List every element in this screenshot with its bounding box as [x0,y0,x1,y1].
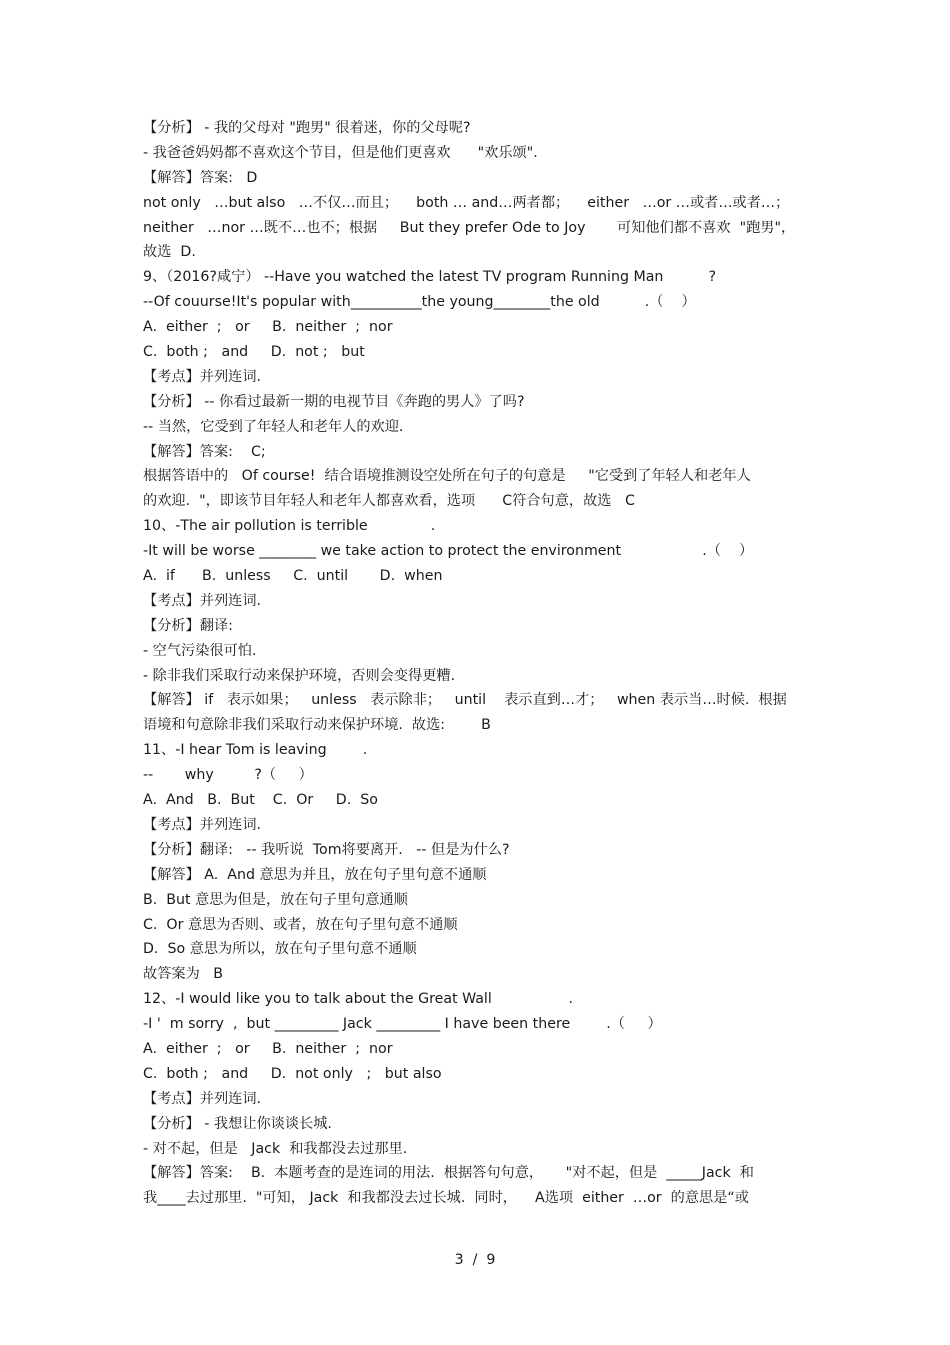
text-line: 根据答语中的 Of course! 结合语境推测设空处所在句子的句意是 "它受到了年轻人和老年人 [143,468,751,485]
text-line: 【考点】并列连词. [143,816,262,833]
text-line: C. both ; and D. not only ; but also [143,1065,442,1082]
text-line: 【解答】 A. And 意思为并且，放在句子里句意不通顺 [143,866,487,883]
text-line: 【考点】并列连词. [143,368,262,385]
text-line: D. So 意思为所以，放在句子里句意不通顺 [143,941,417,958]
text-line: - 空气污染很可怕. [143,642,257,659]
text-line: 【解答】答案: C; [143,443,266,460]
text-line: - 除非我们采取行动来保护环境，否则会变得更糟. [143,667,456,684]
text-line: 故选 D. [143,244,196,261]
text-line: 【分析】 - 我想让你谈谈长城. [143,1115,332,1132]
text-line: 10、-The air pollution is terrible . [143,518,436,535]
text-line: A. if B. unless C. until D. when [143,568,443,585]
text-line: -It will be worse ________ we take action to protect the environment .（ ） [143,543,754,560]
text-line: 我____去过那里. "可知， Jack 和我都没去过长城. 同时， A选项 either …or 的意思是“或 [143,1190,749,1207]
text-line: -- why ?（ ） [143,767,313,784]
page-content [143,116,813,1211]
text-line: 故答案为 B [143,966,224,983]
text-line: 【分析】 -- 你看过最新一期的电视节目《奔跑的男人》了吗? [143,393,525,410]
text-line: 【分析】 - 我的父母对 "跑男" 很着迷，你的父母呢? [143,120,471,136]
page-number: 3 / 9 [454,1252,496,1268]
text-line: --Of couurse!It's popular with__________the young________the old .（ ） [143,294,696,311]
text-line: not only …but also …不仅…而且； both … and…两者都； either …or …或者…或者…； [143,194,790,211]
text-line: 【解答】 if 表示如果； unless 表示除非； until 表示直到…才； when 表示当…时候. 根据 [143,692,787,709]
text-line: C. Or 意思为否则、或者，放在句子里句意不通顺 [143,916,458,933]
text-line: neither …nor …既不…也不；根据 But they prefer Ode to Joy 可知他们都不喜欢 "跑男"， [143,219,796,236]
text-line: 11、-I hear Tom is leaving . [143,742,368,759]
text-line: 【考点】并列连词. [143,1090,262,1107]
text-line: C. both ; and D. not ; but [143,344,365,361]
text-line: 【分析】翻译: [143,617,233,634]
text-line: - 我爸爸妈妈都不喜欢这个节目，但是他们更喜欢 "欢乐颂". [143,144,538,161]
text-line: 【解答】答案: B. 本题考查的是连词的用法. 根据答句句意， "对不起，但是 _____Jack 和 [143,1165,754,1182]
text-line: A. And B. But C. Or D. So [143,792,378,809]
text-line: A. either ; or B. neither ; nor [143,1040,393,1057]
text-line: 的欢迎. "，即该节目年轻人和老年人都喜欢看，选项 C符合句意，故选 C [143,493,635,510]
text-line: -- 当然，它受到了年轻人和老年人的欢迎. [143,418,404,435]
text-line: 【考点】并列连词. [143,592,262,609]
text-line: 12、-I would like you to talk about the Great Wall . [143,991,573,1008]
text-line: 【分析】翻译: -- 我听说 Tom将要离开. -- 但是为什么? [143,841,510,858]
text-line: 语境和句意除非我们采取行动来保护环境. 故选: B [143,717,491,734]
text-line: - 对不起，但是 Jack 和我都没去过那里. [143,1140,408,1157]
text-line: 【解答】答案: D [143,169,258,186]
text-line: 9、（2016?咸宁） --Have you watched the latest TV program Running Man ? [143,269,717,286]
text-line: -I ' m sorry , but _________ Jack _________ I have been there .（ ） [143,1016,662,1033]
text-line: A. either ; or B. neither ; nor [143,319,393,336]
text-line: B. But 意思为但是，放在句子里句意通顺 [143,891,408,908]
